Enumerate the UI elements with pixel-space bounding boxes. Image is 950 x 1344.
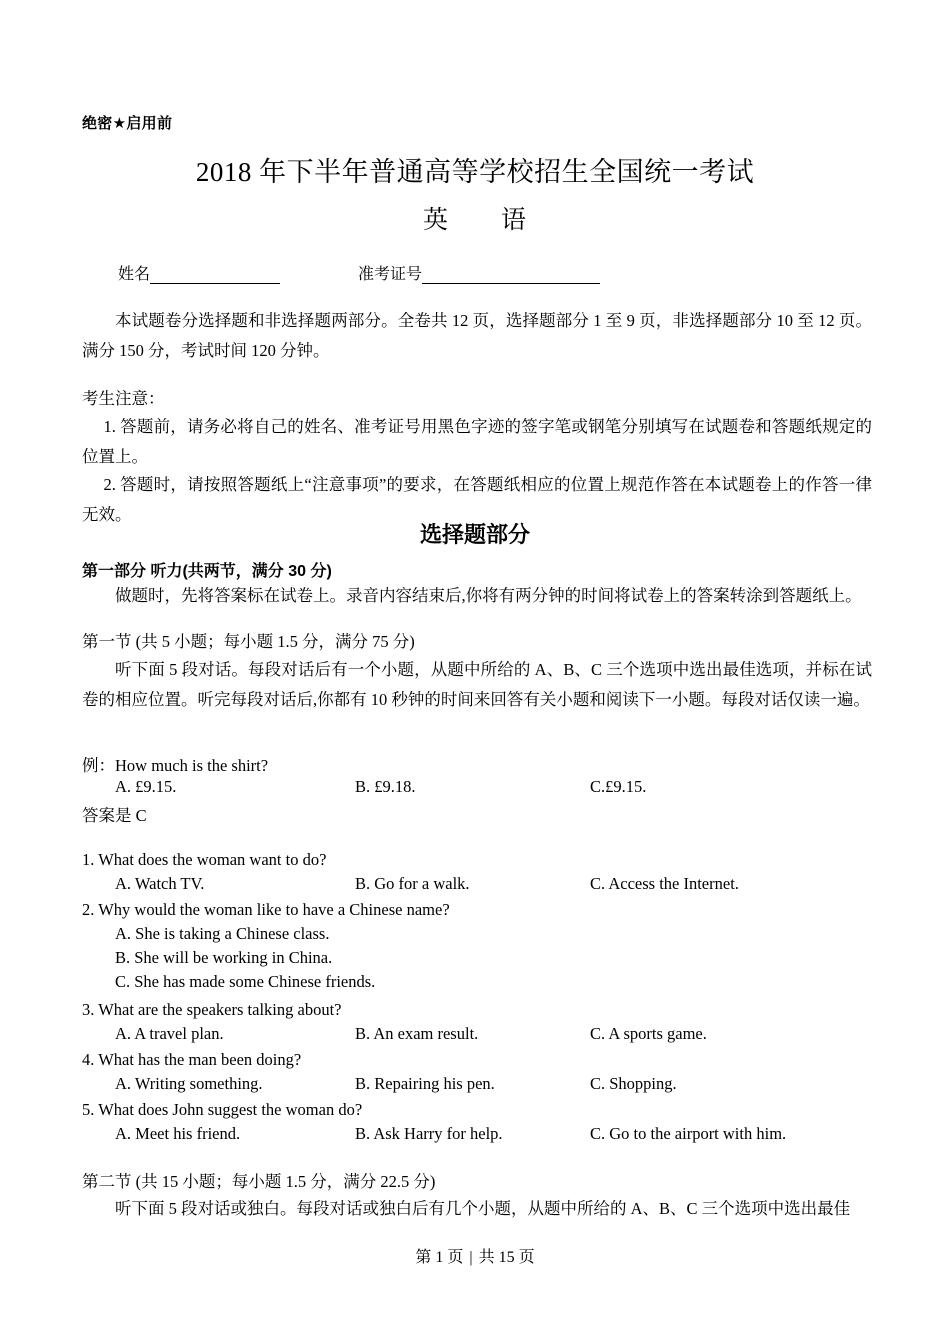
question-4-option-b[interactable]: B. Repairing his pen. xyxy=(355,1074,495,1093)
ticket-label: 准考证号 xyxy=(358,266,423,283)
notes-title: 考生注意： xyxy=(82,389,165,408)
part-one-heading: 第一部分 听力(共两节，满分 30 分) xyxy=(82,563,332,580)
question-2-option-a[interactable]: A. She is taking a Chinese class. xyxy=(115,924,330,943)
question-3-option-a[interactable]: A. A travel plan. xyxy=(115,1024,224,1043)
question-4-option-c[interactable]: C. Shopping. xyxy=(590,1074,677,1093)
note-item-1: 1. 答题前，请务必将自己的姓名、准考证号用黑色字迹的签字笔或钢笔分别填写在试题卷和答题纸规定的位置上。 xyxy=(82,417,872,466)
question-2-stem: 2. Why would the woman like to have a Chinese name? xyxy=(82,900,450,919)
name-label: 姓名 xyxy=(118,266,151,283)
example-answer: 答案是 C xyxy=(82,806,147,825)
question-4-option-a[interactable]: A. Writing something. xyxy=(115,1074,263,1093)
section-one-body: 听下面 5 段对话。每段对话后有一个小题，从题中所给的 A、B、C 三个选项中选出最佳选项，并标在试卷的相应位置。听完每段对话后,你都有 10 秒钟的时间来回答有关小题和阅读下一小题。每段对话仅读一遍。 xyxy=(82,660,872,709)
page-title: 2018 年下半年普通高等学校招生全国统一考试 xyxy=(195,157,755,187)
question-5-option-b[interactable]: B. Ask Harry for help. xyxy=(355,1124,503,1143)
section-one-heading: 第一节 (共 5 小题；每小题 1.5 分，满分 75 分) xyxy=(82,632,415,651)
question-1-stem: 1. What does the woman want to do? xyxy=(82,850,327,869)
question-5-option-a[interactable]: A. Meet his friend. xyxy=(115,1124,241,1143)
section-two-body: 听下面 5 段对话或独白。每段对话或独白后有几个小题，从题中所给的 A、B、C 三个选项中选出最佳 xyxy=(115,1199,851,1218)
question-1-option-c[interactable]: C. Access the Internet. xyxy=(590,874,739,893)
example-question: 例：How much is the shirt? xyxy=(82,756,269,775)
section-heading: 选择题部分 xyxy=(419,522,530,547)
ticket-input-rule[interactable] xyxy=(422,269,600,284)
example-options xyxy=(82,777,882,802)
exam-instructions: 本试题卷分选择题和非选择题两部分。全卷共 12 页，选择题部分 1 至 9 页，非选择题部分 10 至 12 页。满分 150 分，考试时间 120 分钟。 xyxy=(82,311,872,360)
page-footer xyxy=(0,1244,950,1267)
question-4-stem: 4. What has the man been doing? xyxy=(82,1050,302,1069)
ticket-field[interactable] xyxy=(358,261,600,284)
secret-label: 绝密★启用前 xyxy=(82,115,173,132)
question-2-option-b[interactable]: B. She will be working in China. xyxy=(115,948,333,967)
question-1-option-a[interactable]: A. Watch TV. xyxy=(115,874,205,893)
question-3 xyxy=(82,1000,882,1049)
name-field[interactable] xyxy=(118,261,280,284)
question-5-option-c[interactable]: C. Go to the airport with him. xyxy=(590,1124,787,1143)
footer-total-pages: 共 15 页 xyxy=(478,1249,535,1266)
section-two-heading: 第二节 (共 15 小题；每小题 1.5 分，满分 22.5 分) xyxy=(82,1172,436,1191)
question-3-option-c[interactable]: C. A sports game. xyxy=(590,1024,707,1043)
example-option-c[interactable]: C.£9.15. xyxy=(590,777,647,796)
note-item-2: 2. 答题时，请按照答题纸上“注意事项”的要求，在答题纸相应的位置上规范作答在本试题卷上的作答一律无效。 xyxy=(82,475,872,524)
part-one-subnote: 做题时，先将答案标在试卷上。录音内容结束后,你将有两分钟的时间将试卷上的答案转涂到答题纸上。 xyxy=(115,586,862,605)
question-3-option-b[interactable]: B. An exam result. xyxy=(355,1024,479,1043)
question-1 xyxy=(82,850,882,899)
footer-separator: | xyxy=(469,1249,473,1266)
example-option-a[interactable]: A. £9.15. xyxy=(115,777,177,796)
identity-fields xyxy=(118,261,818,284)
question-2 xyxy=(82,900,882,992)
example-option-b[interactable]: B. £9.18. xyxy=(355,777,416,796)
question-5 xyxy=(82,1100,882,1149)
footer-current-page: 第 1 页 xyxy=(415,1249,464,1266)
question-3-stem: 3. What are the speakers talking about? xyxy=(82,1000,342,1019)
subject-title: 英 语 xyxy=(422,207,527,234)
question-1-option-b[interactable]: B. Go for a walk. xyxy=(355,874,470,893)
question-2-option-c[interactable]: C. She has made some Chinese friends. xyxy=(115,972,376,991)
question-5-stem: 5. What does John suggest the woman do? xyxy=(82,1100,363,1119)
question-4 xyxy=(82,1050,882,1099)
name-input-rule[interactable] xyxy=(150,269,280,284)
